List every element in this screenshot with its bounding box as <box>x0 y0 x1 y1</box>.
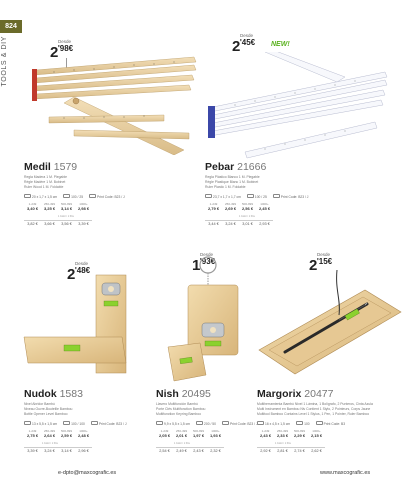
tier-2: 250-499 3,25 € <box>43 202 56 211</box>
size-icon <box>156 421 163 425</box>
tier-3: 500-999 3,14 € <box>60 202 73 211</box>
price-from-label: Desde <box>240 33 254 38</box>
spec-print: Print Code: B23 / J <box>89 194 125 199</box>
price-table-nish-2 <box>156 449 224 453</box>
product-ref: 1579 <box>53 161 78 173</box>
tier-price-2: 3,39 € <box>27 449 38 453</box>
product-ref: 1583 <box>59 388 83 400</box>
spec-print: Print Code: B23 / J <box>222 421 258 426</box>
spec-row-margorix <box>257 421 345 426</box>
spec-row-medil <box>24 194 125 199</box>
desc-line-fr: Porte Clés Multifonction Bambou <box>156 407 206 411</box>
product-description-medil <box>24 175 67 190</box>
box-icon <box>247 194 254 198</box>
price-decimal: '98€ <box>57 43 74 53</box>
tier-2: 250-499 2,01 € <box>175 429 188 438</box>
spec-size: 20 x 1,7 x 1,5 cm <box>24 194 57 199</box>
product-image-pebar <box>205 52 390 162</box>
box-icon <box>196 421 203 425</box>
tier-price-2: 3,14 € <box>61 449 72 453</box>
tier-1: 1-249 2,75 € <box>26 429 39 438</box>
spec-packing: 100 / 25 <box>63 194 83 199</box>
tier-3: 500-999 1,97 € <box>192 429 205 438</box>
tier-4: 1000+ 2,48 € <box>77 429 90 438</box>
product-title-medil <box>24 161 77 173</box>
price-integer: 1 <box>192 256 200 274</box>
tier-2: 250-499 2,69 € <box>224 202 237 211</box>
price-table-margorix-2 <box>257 449 325 453</box>
tier-price-2: 3,39 € <box>78 222 89 226</box>
product-name: Pebar <box>205 161 235 173</box>
page-number-badge: 824 <box>0 20 22 33</box>
price-decimal: '45€ <box>239 37 256 47</box>
price-decimal: '48€ <box>74 265 91 275</box>
desc-line-es: Multiherramienta Bambú Nivel 1 Lámina, 1 Bolígrafo, 2 Punteros, Cinta Azula <box>257 402 373 406</box>
product-title-nish <box>156 388 211 400</box>
price-table-medil-2 <box>24 222 92 226</box>
tier-price-2: 2,96 € <box>78 449 89 453</box>
price-table-nudok-2 <box>24 449 92 453</box>
tier-1: 1-249 3,40 € <box>26 202 39 211</box>
print-icon <box>222 421 229 425</box>
new-badge: NEW! <box>271 41 290 48</box>
tier-note: 1 Color / 1 Pos <box>275 442 291 445</box>
keyring-chain <box>200 257 216 285</box>
tier-price-2: 2,93 € <box>259 222 270 226</box>
spec-print: Print Code: B23 / J <box>273 194 309 199</box>
folding-ruler-wood <box>32 57 196 155</box>
size-icon <box>24 194 31 198</box>
product-ref: 20477 <box>304 388 334 400</box>
desc-line-en: Ruler Wood 1 M. Foldable <box>24 185 64 189</box>
tier-4: 1000+ 2,98 € <box>77 202 90 211</box>
tier-price-2: 2,74 € <box>294 449 305 453</box>
product-description-margorix <box>257 402 373 417</box>
tier-price-2: 2,43 € <box>193 449 204 453</box>
desc-line-en: Bottle Opener Level Bamboo <box>24 412 68 416</box>
price-integer: 2 <box>232 37 240 55</box>
price-integer: 2 <box>67 265 75 283</box>
multitool-keyring-back <box>168 343 206 381</box>
divider <box>24 447 92 448</box>
tier-price-2: 3,24 € <box>225 222 236 226</box>
price-table-nudok <box>24 429 92 438</box>
tier-price-2: 2,92 € <box>260 449 271 453</box>
footer-website[interactable]: www.maxcografic.es <box>320 470 371 476</box>
tier-price-2: 3,44 € <box>208 222 219 226</box>
product-title-margorix <box>257 388 333 400</box>
spec-size: 16 x 4,5 x 1,5 cm <box>257 421 290 426</box>
tier-1: 1-249 2,43 € <box>259 429 272 438</box>
price-table-pebar <box>205 202 273 211</box>
box-icon <box>63 421 70 425</box>
spec-packing: 100 / 25 <box>247 194 267 199</box>
tier-price-2: 3,82 € <box>27 222 38 226</box>
tier-price-2: 2,54 € <box>159 449 170 453</box>
print-icon <box>273 194 280 198</box>
desc-line-es: Regla Plástico Blanco 1 M. Plegable <box>205 175 260 179</box>
tier-1: 1-249 2,05 € <box>158 429 171 438</box>
tier-1: 1-249 2,79 € <box>207 202 220 211</box>
tier-price-2: 3,66 € <box>44 222 55 226</box>
spec-packing: 100 <box>296 421 310 426</box>
product-ref: 21666 <box>237 161 267 173</box>
price-table-medil <box>24 202 92 211</box>
section-title: TOOLS & DIY <box>1 36 8 87</box>
product-title-nudok <box>24 388 83 400</box>
desc-line-en: Multifunction Keyring Bamboo <box>156 412 202 416</box>
tier-price-2: 3,24 € <box>44 449 55 453</box>
product-name: Margorix <box>257 388 302 400</box>
product-ref: 20495 <box>181 388 211 400</box>
price-table-margorix <box>257 429 325 438</box>
tier-3: 500-999 2,29 € <box>293 429 306 438</box>
tier-2: 250-499 2,33 € <box>276 429 289 438</box>
tier-3: 500-999 2,59 € <box>60 429 73 438</box>
desc-line-en: Multitool Bamboo Contains Level 1 Stylus, 1 Pen, 1 Pointer, Ruler Bamboo <box>257 412 370 416</box>
product-title-pebar <box>205 161 266 173</box>
tier-note: 1 Color / 1 Pos <box>174 442 190 445</box>
spec-row-nudok <box>24 421 127 426</box>
box-icon <box>296 421 303 425</box>
desc-line-en: Ruler Plastic 1 M. Foldable <box>205 185 246 189</box>
divider <box>24 220 92 221</box>
product-name: Nudok <box>24 388 57 400</box>
desc-line-fr: Règle Madère 1 M. Bobinet <box>24 180 66 184</box>
tier-4: 1000+ 2,45 € <box>258 202 271 211</box>
footer-email[interactable]: e-dpto@maxcografic.es <box>58 470 117 476</box>
spec-packing: 200 / 50 <box>196 421 216 426</box>
bamboo-tray <box>259 290 401 374</box>
spec-print: Print Code: B3 <box>316 421 345 426</box>
size-icon <box>205 194 212 198</box>
tier-price-2: 3,56 € <box>61 222 72 226</box>
product-name: Medil <box>24 161 51 173</box>
folding-ruler-plastic <box>208 52 387 158</box>
price-from-label: Desde <box>317 252 331 257</box>
spec-size: 23,7 x 1,7 x 1,7 cm <box>205 194 241 199</box>
tier-price-2: 2,49 € <box>176 449 187 453</box>
tier-price-2: 2,81 € <box>277 449 288 453</box>
price-decimal: '15€ <box>316 256 333 266</box>
print-icon <box>89 194 96 198</box>
desc-line-es: Nivel Abridor Bambú <box>24 402 55 406</box>
spec-packing: 100 / 100 <box>63 421 85 426</box>
tier-price-2: 3,01 € <box>242 222 253 226</box>
tier-note: 1 Color / 1 Pos <box>58 215 74 218</box>
spec-row-pebar <box>205 194 308 199</box>
product-image-medil <box>24 55 199 155</box>
tier-3: 500-999 2,56 € <box>241 202 254 211</box>
price-integer: 2 <box>50 43 58 61</box>
price-table-nish <box>156 429 224 438</box>
desc-line-fr: Règle Plastique Blanc 1 M. Bobinet <box>205 180 259 184</box>
price-decimal: '93€ <box>199 256 216 266</box>
desc-line-fr: Multi Instrument en Bambou Niv Contient 1 Stylo, 2 Pointeurs, Corps Jaune <box>257 407 371 411</box>
desc-line-fr: Niveau Ouvre-Bouteille Bambou <box>24 407 73 411</box>
tier-4: 1000+ 2,15 € <box>310 429 323 438</box>
desc-line-es: Llavero Multifunción Bambú <box>156 402 198 406</box>
product-description-pebar <box>205 175 260 190</box>
price-from-label: Desde <box>200 252 214 257</box>
size-icon <box>24 421 31 425</box>
price-from-label: Desde <box>58 39 72 44</box>
tier-note: 1 Color / 1 Pos <box>42 442 58 445</box>
box-icon <box>63 194 70 198</box>
product-name: Nish <box>156 388 179 400</box>
divider <box>156 447 224 448</box>
tier-note: 1 Color / 1 Pos <box>239 215 255 218</box>
price-from-label: Desde <box>75 261 89 266</box>
price-table-pebar-2 <box>205 222 273 226</box>
divider <box>205 220 273 221</box>
spec-print: Print Code: B23 / J <box>91 421 127 426</box>
divider <box>257 447 325 448</box>
product-description-nish <box>156 402 205 417</box>
product-image-nudok <box>22 265 147 375</box>
spec-size: 13 x 5,5 x 1,5 cm <box>24 421 57 426</box>
spec-row-nish <box>156 421 258 426</box>
product-description-nudok <box>24 402 72 417</box>
tier-2: 250-499 2,64 € <box>43 429 56 438</box>
price-integer: 2 <box>309 256 317 274</box>
print-icon <box>91 421 98 425</box>
tier-price-2: 2,32 € <box>210 449 221 453</box>
print-icon <box>316 421 323 425</box>
tier-4: 1000+ 1,93 € <box>209 429 222 438</box>
product-image-margorix <box>255 270 405 380</box>
level-opener-lying <box>24 337 126 363</box>
size-icon <box>257 421 264 425</box>
desc-line-es: Regla Madera 1 M. Plegable <box>24 175 67 179</box>
spec-size: 9,9 x 5,5 x 1,5 cm <box>156 421 190 426</box>
tier-price-2: 2,62 € <box>311 449 322 453</box>
